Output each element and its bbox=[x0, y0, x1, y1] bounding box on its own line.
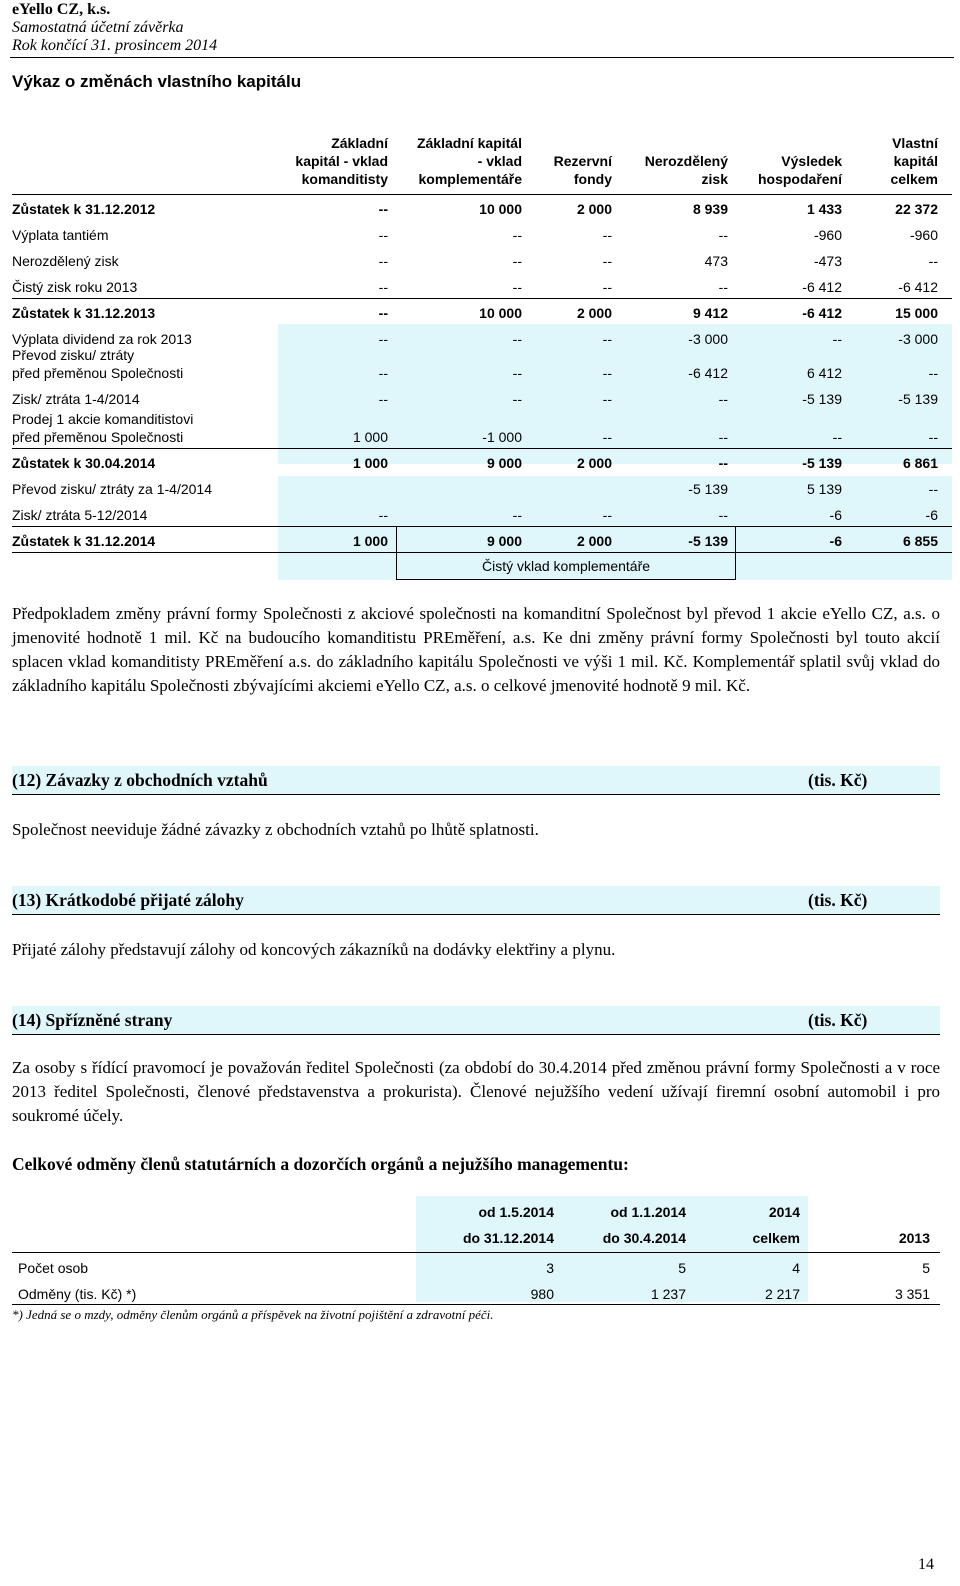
cell-value: -- bbox=[928, 253, 938, 269]
cell-value: -6 412 bbox=[802, 305, 842, 321]
row-label-line: před přeměnou Společnosti bbox=[12, 429, 184, 445]
cell-value: -- bbox=[378, 507, 388, 523]
rem-cell: 980 bbox=[530, 1286, 554, 1302]
report-subtitle: Samostatná účetní závěrka bbox=[12, 19, 184, 36]
cell-value: -- bbox=[718, 507, 728, 523]
rem-cell: 5 bbox=[678, 1260, 686, 1276]
cell-value: -6 bbox=[829, 507, 842, 523]
cell-value: -- bbox=[718, 279, 728, 295]
row-label bbox=[12, 226, 109, 244]
row-label bbox=[12, 410, 193, 446]
row-label-line: Převod zisku/ ztráty za 1-4/2014 bbox=[12, 481, 212, 497]
cell-value: 15 000 bbox=[895, 305, 938, 321]
cell-value: -- bbox=[378, 331, 388, 347]
cell-value: 1 433 bbox=[806, 201, 842, 217]
column-header-line: hospodaření bbox=[757, 171, 842, 187]
cell-value: -- bbox=[832, 429, 842, 445]
column-header-line: Základní bbox=[331, 135, 388, 151]
cell-value: -5 139 bbox=[688, 533, 728, 549]
column-header bbox=[618, 128, 728, 188]
cell-value: -- bbox=[602, 391, 612, 407]
cell-value: 6 861 bbox=[902, 455, 938, 471]
rem-cell: do 31.12.2014 bbox=[462, 1230, 554, 1246]
cell-value: -- bbox=[928, 429, 938, 445]
cell-value: -- bbox=[718, 429, 728, 445]
column-header-line: kapitál - vklad bbox=[295, 153, 388, 169]
cell-value: -- bbox=[602, 331, 612, 347]
cell-value: 2 000 bbox=[576, 201, 612, 217]
row-label-line: Převod zisku/ ztráty bbox=[12, 347, 135, 363]
cell-value: -960 bbox=[909, 227, 938, 243]
row-divider bbox=[12, 448, 952, 449]
section-14-header bbox=[12, 1006, 940, 1035]
rem-cell: 1 237 bbox=[650, 1286, 686, 1302]
row-label bbox=[12, 506, 147, 524]
row-label bbox=[12, 252, 119, 270]
rem-bottom-rule bbox=[12, 1304, 940, 1305]
column-header-line: Vlastní bbox=[892, 135, 938, 151]
cell-value: -6 412 bbox=[802, 279, 842, 295]
cell-value: -6 412 bbox=[898, 279, 938, 295]
cell-value: -- bbox=[602, 253, 612, 269]
column-header-line: komplementáře bbox=[418, 171, 522, 187]
cell-value: 9 000 bbox=[486, 533, 522, 549]
section-14-text: Za osoby s řídící pravomocí je považován ředitel Společnosti (za období do 30.4.2014 před změnou právní formy Společnosti a v roce 2013 ředitel Společnosti, členové představenstva a prokurista). Členové nejužšího vedení užívají firemní osobní automobil i pro soukromé účely. bbox=[12, 1058, 940, 1125]
cell-value: 9 000 bbox=[486, 455, 522, 471]
section-13-header bbox=[12, 886, 940, 915]
row-label bbox=[12, 304, 155, 322]
table-row bbox=[12, 194, 952, 220]
cell-value: 10 000 bbox=[479, 305, 522, 321]
rem-row-label: Počet osob bbox=[18, 1260, 89, 1276]
rem-cell: 3 351 bbox=[894, 1286, 930, 1302]
equity-table bbox=[12, 128, 952, 588]
column-header bbox=[382, 128, 522, 188]
cell-value: -- bbox=[378, 253, 388, 269]
header-divider bbox=[10, 57, 954, 58]
cell-value: -6 412 bbox=[688, 365, 728, 381]
cell-value: -- bbox=[512, 331, 522, 347]
rem-cell: 2 217 bbox=[764, 1286, 800, 1302]
cell-value: -- bbox=[602, 507, 612, 523]
column-header-line: Nerozdělený bbox=[644, 153, 728, 169]
section-13-unit: (tis. Kč) bbox=[808, 890, 868, 910]
cell-value: 2 000 bbox=[576, 305, 612, 321]
column-header bbox=[858, 128, 938, 188]
cell-value: -- bbox=[602, 227, 612, 243]
table-row bbox=[12, 500, 952, 526]
cell-value: -3 000 bbox=[688, 331, 728, 347]
column-header-line: - vklad bbox=[477, 153, 522, 169]
row-label bbox=[12, 480, 212, 498]
cell-value: 8 939 bbox=[692, 201, 728, 217]
row-divider bbox=[12, 298, 952, 299]
table-row bbox=[12, 220, 952, 246]
row-label bbox=[12, 390, 140, 408]
cell-value: -6 bbox=[925, 507, 938, 523]
cell-value: -- bbox=[378, 279, 388, 295]
rem-cell: do 30.4.2014 bbox=[602, 1230, 686, 1246]
row-label-line: Čistý zisk roku 2013 bbox=[12, 279, 138, 295]
cell-value: -473 bbox=[813, 253, 842, 269]
cell-value: 22 372 bbox=[895, 201, 938, 217]
cell-value: -- bbox=[718, 391, 728, 407]
row-label-line: Zůstatek k 30.04.2014 bbox=[12, 455, 156, 471]
row-label-line: Prodej 1 akcie komanditistovi bbox=[12, 411, 194, 427]
cell-value: -- bbox=[512, 253, 522, 269]
cell-value: -5 139 bbox=[898, 391, 938, 407]
page-number: 14 bbox=[918, 1556, 934, 1573]
rem-cell: 2014 bbox=[768, 1204, 800, 1220]
row-label-line: Zisk/ ztráta 1-4/2014 bbox=[12, 391, 140, 407]
report-period: Rok končící 31. prosincem 2014 bbox=[12, 37, 218, 54]
table-row bbox=[12, 384, 952, 410]
rem-cell: 4 bbox=[792, 1260, 800, 1276]
column-header-line: Výsledek bbox=[781, 153, 842, 169]
box-label: Čistý vklad komplementáře bbox=[481, 558, 651, 574]
remuneration-footnote: *) Jedná se o mzdy, odměny členům orgánů a příspěvek na životní pojištění a zdravotní péči. bbox=[12, 1307, 494, 1322]
remuneration-title: Celkové odměny členů statutárních a dozorčích orgánů a nejužšího managementu: bbox=[12, 1154, 629, 1174]
cell-value: 5 139 bbox=[806, 481, 842, 497]
rem-header-rule bbox=[12, 1252, 940, 1253]
cell-value: 2 000 bbox=[576, 533, 612, 549]
column-header-line: celkem bbox=[890, 171, 938, 187]
section-13-text: Přijaté zálohy představují zálohy od koncových zákazníků na dodávky elektřiny a plynu. bbox=[12, 940, 616, 959]
cell-value: 10 000 bbox=[479, 201, 522, 217]
table-row bbox=[12, 474, 952, 500]
cell-value: -- bbox=[512, 279, 522, 295]
cell-value: -- bbox=[602, 365, 612, 381]
section-12-title: (12) Závazky z obchodních vztahů bbox=[12, 770, 268, 790]
cell-value: -5 139 bbox=[802, 391, 842, 407]
table-row bbox=[12, 246, 952, 272]
cell-value: -- bbox=[512, 507, 522, 523]
section-14-unit: (tis. Kč) bbox=[808, 1010, 868, 1030]
company-name: eYello CZ, k.s. bbox=[12, 1, 111, 18]
cell-value: -6 bbox=[829, 533, 842, 549]
rem-cell: 3 bbox=[546, 1260, 554, 1276]
cell-value: 473 bbox=[704, 253, 728, 269]
remuneration-table bbox=[12, 1196, 940, 1306]
cell-value: -- bbox=[602, 429, 612, 445]
cell-value: 1 000 bbox=[352, 533, 388, 549]
section-13-title: (13) Krátkodobé přijaté zálohy bbox=[12, 890, 244, 910]
cell-value: -- bbox=[378, 227, 388, 243]
column-header bbox=[522, 128, 612, 188]
column-header-line: Rezervní bbox=[553, 153, 612, 169]
section-12-text: Společnost neeviduje žádné závazky z obchodních vztahů po lhůtě splatnosti. bbox=[12, 820, 539, 839]
row-label bbox=[12, 454, 155, 472]
rem-cell: celkem bbox=[752, 1230, 800, 1246]
cell-value: -5 139 bbox=[688, 481, 728, 497]
cell-value: -- bbox=[602, 279, 612, 295]
row-label-line: Zůstatek k 31.12.2014 bbox=[12, 533, 156, 549]
row-label-line: Výplata dividend za rok 2013 bbox=[12, 331, 192, 347]
rem-cell: od 1.1.2014 bbox=[610, 1204, 686, 1220]
row-label-line: před přeměnou Společnosti bbox=[12, 365, 184, 381]
section-12-unit: (tis. Kč) bbox=[808, 770, 868, 790]
row-label-line: Nerozdělený zisk bbox=[12, 253, 119, 269]
cell-value: -960 bbox=[813, 227, 842, 243]
cell-value: 9 412 bbox=[692, 305, 728, 321]
section-14-title: (14) Spřízněné strany bbox=[12, 1010, 173, 1030]
page-title: Výkaz o změnách vlastního kapitálu bbox=[12, 72, 302, 91]
cell-value: -- bbox=[512, 365, 522, 381]
cell-value: -- bbox=[928, 481, 938, 497]
cell-value: 1 000 bbox=[352, 455, 388, 471]
table-row bbox=[12, 298, 952, 324]
column-header bbox=[248, 128, 388, 188]
rem-cell: 2013 bbox=[898, 1230, 930, 1246]
row-label bbox=[12, 200, 155, 218]
row-label bbox=[12, 278, 137, 296]
cell-value: -1 000 bbox=[482, 429, 522, 445]
column-header-line: fondy bbox=[573, 171, 612, 187]
cell-value: -- bbox=[512, 391, 522, 407]
cell-value: -- bbox=[512, 227, 522, 243]
cell-value: 2 000 bbox=[576, 455, 612, 471]
cell-value: 1 000 bbox=[352, 429, 388, 445]
cell-value: -- bbox=[378, 201, 388, 217]
row-label-line: Zůstatek k 31.12.2013 bbox=[12, 305, 156, 321]
rem-cell: 5 bbox=[922, 1260, 930, 1276]
cell-value: -- bbox=[832, 331, 842, 347]
capital-change-note: Předpokladem změny právní formy Společnosti z akciové společnosti na komanditní Společnost byl převod 1 akcie eYello CZ, a.s. o jmenovité hodnotě 1 mil. Kč na budoucího komanditistu PREměření, a.s. Ke dni změny právní formy Společnosti byl touto akcií splacen vklad komanditisty PREměření a.s. do základního kapitálu Společnosti ve výši 1 mil. Kč. Komplementář splatil svůj vklad do základního kapitálu Společnosti zbývajícími akciemi eYello CZ, a.s. o celkové jmenovité hodnotě 9 mil. Kč. bbox=[12, 604, 940, 695]
row-divider bbox=[12, 194, 952, 195]
cell-value: -- bbox=[378, 305, 388, 321]
cell-value: 6 855 bbox=[902, 533, 938, 549]
rem-cell: od 1.5.2014 bbox=[478, 1204, 554, 1220]
table-row bbox=[12, 448, 952, 474]
column-header bbox=[722, 128, 842, 188]
row-label-line: Zůstatek k 31.12.2012 bbox=[12, 201, 156, 217]
column-header-line: komanditisty bbox=[301, 171, 388, 187]
column-header-line: zisk bbox=[701, 171, 728, 187]
cell-value: -- bbox=[718, 455, 728, 471]
cell-value: -3 000 bbox=[898, 331, 938, 347]
table-row bbox=[12, 410, 952, 448]
row-label-line: Výplata tantiém bbox=[12, 227, 109, 243]
table-row bbox=[12, 272, 952, 298]
section-12-header bbox=[12, 766, 940, 795]
row-label bbox=[12, 532, 155, 550]
cell-value: -- bbox=[718, 227, 728, 243]
cell-value: -- bbox=[378, 391, 388, 407]
cell-value: -- bbox=[378, 365, 388, 381]
column-header-line: kapitál bbox=[893, 153, 938, 169]
row-label bbox=[12, 346, 183, 382]
cell-value: 6 412 bbox=[806, 365, 842, 381]
table-row bbox=[12, 347, 952, 384]
row-label-line: Zisk/ ztráta 5-12/2014 bbox=[12, 507, 148, 523]
cell-value: -5 139 bbox=[802, 455, 842, 471]
cell-value: -- bbox=[928, 365, 938, 381]
column-header-line: Základní kapitál bbox=[416, 135, 522, 151]
rem-row-label: Odměny (tis. Kč) *) bbox=[18, 1286, 137, 1302]
